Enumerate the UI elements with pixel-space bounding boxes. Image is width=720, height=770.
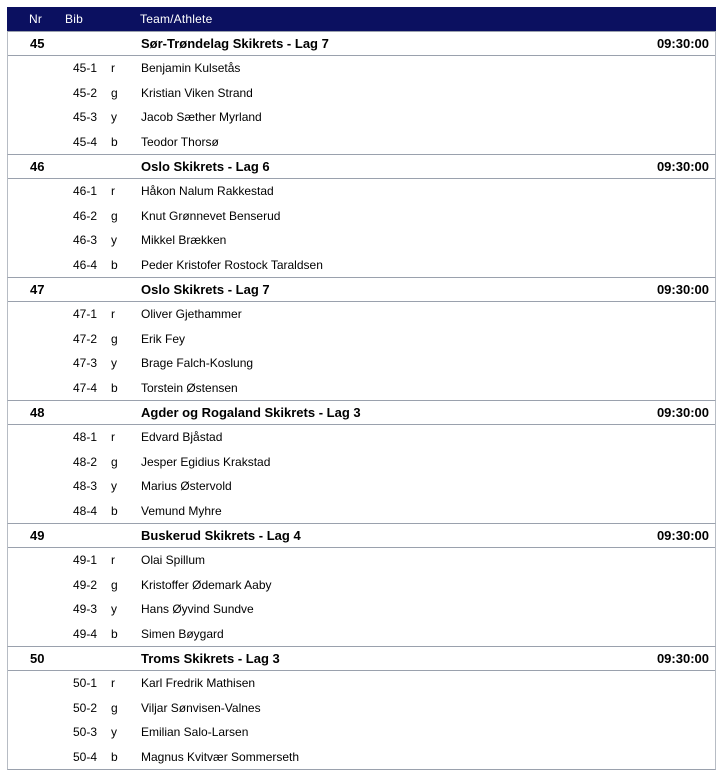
athlete-name: Mikkel Brækken: [141, 233, 227, 248]
athlete-leg-color: y: [111, 602, 117, 617]
team-name: Buskerud Skikrets - Lag 4: [141, 528, 301, 543]
athlete-row: [8, 376, 715, 401]
team-name: Oslo Skikrets - Lag 6: [141, 159, 270, 174]
athlete-bib: 45-2: [72, 85, 97, 100]
team-start-time: 09:30:00: [656, 405, 709, 420]
team-start-time: 09:30:00: [656, 282, 709, 297]
athlete-bib: 46-4: [72, 257, 97, 272]
athlete-bib: 50-2: [72, 700, 97, 715]
athlete-row: [8, 351, 715, 376]
athlete-name: Vemund Myhre: [141, 503, 222, 518]
athlete-row: [8, 81, 715, 106]
athlete-row: [8, 425, 715, 450]
athlete-bib: 50-3: [72, 725, 97, 740]
athlete-name: Kristian Viken Strand: [141, 85, 253, 100]
athlete-name: Olai Spillum: [141, 553, 206, 568]
athlete-bib: 46-3: [72, 233, 97, 248]
team-number: 47: [30, 282, 45, 297]
athlete-row: [8, 548, 715, 573]
team-header-row: [8, 32, 715, 56]
team-block: [7, 646, 716, 770]
team-blocks: [7, 31, 716, 770]
athlete-bib: 50-4: [72, 749, 97, 764]
athlete-leg-color: y: [111, 356, 117, 371]
team-start-time: 09:30:00: [656, 159, 709, 174]
athlete-name: Magnus Kvitvær Sommerseth: [141, 749, 300, 764]
athlete-row: [8, 105, 715, 130]
athlete-row: [8, 327, 715, 352]
team-block: [7, 400, 716, 523]
table-header-row: [7, 7, 716, 31]
athlete-name: Kristoffer Ødemark Aaby: [141, 577, 272, 592]
athlete-row: [8, 179, 715, 204]
athlete-leg-color: r: [111, 307, 115, 322]
team-name: Sør-Trøndelag Skikrets - Lag 7: [141, 36, 329, 51]
athlete-leg-color: y: [111, 479, 117, 494]
athlete-row: [8, 204, 715, 229]
athlete-bib: 46-1: [72, 184, 97, 199]
team-header-row: [8, 401, 715, 425]
team-start-time: 09:30:00: [656, 651, 709, 666]
athlete-leg-color: g: [111, 700, 118, 715]
athlete-bib: 48-4: [72, 503, 97, 518]
athlete-bib: 48-3: [72, 479, 97, 494]
athlete-row: [8, 450, 715, 475]
athlete-bib: 45-1: [72, 61, 97, 76]
athlete-name: Benjamin Kulsetås: [141, 61, 241, 76]
start-list-table: [7, 7, 716, 770]
athlete-leg-color: y: [111, 110, 117, 125]
athlete-bib: 47-1: [72, 307, 97, 322]
athlete-name: Jesper Egidius Krakstad: [141, 454, 271, 469]
athlete-bib: 48-2: [72, 454, 97, 469]
athlete-leg-color: r: [111, 184, 115, 199]
team-header-row: [8, 647, 715, 671]
athlete-row: [8, 253, 715, 278]
athlete-leg-color: y: [111, 725, 117, 740]
team-header-row: [8, 524, 715, 548]
team-start-time: 09:30:00: [656, 528, 709, 543]
team-number: 49: [30, 528, 45, 543]
athlete-row: [8, 696, 715, 721]
athlete-bib: 49-3: [72, 602, 97, 617]
athlete-name: Peder Kristofer Rostock Taraldsen: [141, 257, 323, 272]
col-header-nr: Nr: [29, 12, 43, 26]
athlete-bib: 47-3: [72, 356, 97, 371]
team-block: [7, 154, 716, 277]
athlete-name: Emilian Salo-Larsen: [141, 725, 249, 740]
athlete-row: [8, 56, 715, 81]
athlete-row: [8, 671, 715, 696]
athlete-leg-color: r: [111, 553, 115, 568]
athlete-row: [8, 228, 715, 253]
athlete-row: [8, 720, 715, 745]
athlete-leg-color: g: [111, 577, 118, 592]
athlete-name: Simen Bøygard: [141, 626, 224, 641]
athlete-leg-color: g: [111, 331, 118, 346]
team-header-row: [8, 155, 715, 179]
team-name: Troms Skikrets - Lag 3: [141, 651, 280, 666]
team-name: Agder og Rogaland Skikrets - Lag 3: [141, 405, 361, 420]
team-block: [7, 31, 716, 154]
team-name: Oslo Skikrets - Lag 7: [141, 282, 270, 297]
athlete-leg-color: b: [111, 503, 118, 518]
athlete-leg-color: r: [111, 676, 115, 691]
athlete-leg-color: g: [111, 85, 118, 100]
athlete-name: Brage Falch-Koslung: [141, 356, 254, 371]
athlete-name: Erik Fey: [141, 331, 186, 346]
athlete-bib: 48-1: [72, 430, 97, 445]
athlete-leg-color: b: [111, 380, 118, 395]
athlete-row: [8, 597, 715, 622]
athlete-bib: 47-4: [72, 380, 97, 395]
team-number: 45: [30, 36, 45, 51]
athlete-row: [8, 499, 715, 524]
athlete-leg-color: b: [111, 626, 118, 641]
athlete-leg-color: y: [111, 233, 117, 248]
athlete-row: [8, 130, 715, 155]
athlete-leg-color: g: [111, 208, 118, 223]
athlete-leg-color: g: [111, 454, 118, 469]
athlete-row: [8, 302, 715, 327]
athlete-row: [8, 745, 715, 770]
team-start-time: 09:30:00: [656, 36, 709, 51]
athlete-bib: 45-3: [72, 110, 97, 125]
athlete-bib: 45-4: [72, 134, 97, 149]
team-number: 48: [30, 405, 45, 420]
col-header-team-athlete: Team/Athlete: [140, 12, 213, 26]
athlete-leg-color: b: [111, 134, 118, 149]
team-number: 46: [30, 159, 45, 174]
athlete-leg-color: r: [111, 430, 115, 445]
athlete-name: Karl Fredrik Mathisen: [141, 676, 256, 691]
athlete-bib: 49-2: [72, 577, 97, 592]
team-header-row: [8, 278, 715, 302]
athlete-name: Oliver Gjethammer: [141, 307, 242, 322]
athlete-row: [8, 622, 715, 647]
athlete-name: Knut Grønnevet Benserud: [141, 208, 281, 223]
athlete-name: Torstein Østensen: [141, 380, 238, 395]
team-block: [7, 523, 716, 646]
athlete-bib: 50-1: [72, 676, 97, 691]
athlete-bib: 47-2: [72, 331, 97, 346]
athlete-row: [8, 573, 715, 598]
col-header-bib: Bib: [65, 12, 83, 26]
athlete-bib: 49-4: [72, 626, 97, 641]
athlete-leg-color: r: [111, 61, 115, 76]
athlete-name: Marius Østervold: [141, 479, 232, 494]
team-number: 50: [30, 651, 45, 666]
team-block: [7, 277, 716, 400]
athlete-bib: 46-2: [72, 208, 97, 223]
athlete-leg-color: b: [111, 257, 118, 272]
athlete-name: Teodor Thorsø: [141, 134, 219, 149]
athlete-name: Hans Øyvind Sundve: [141, 602, 254, 617]
athlete-leg-color: b: [111, 749, 118, 764]
athlete-row: [8, 474, 715, 499]
athlete-name: Håkon Nalum Rakkestad: [141, 184, 274, 199]
athlete-name: Jacob Sæther Myrland: [141, 110, 262, 125]
athlete-name: Viljar Sønvisen-Valnes: [141, 700, 261, 715]
athlete-bib: 49-1: [72, 553, 97, 568]
athlete-name: Edvard Bjåstad: [141, 430, 223, 445]
